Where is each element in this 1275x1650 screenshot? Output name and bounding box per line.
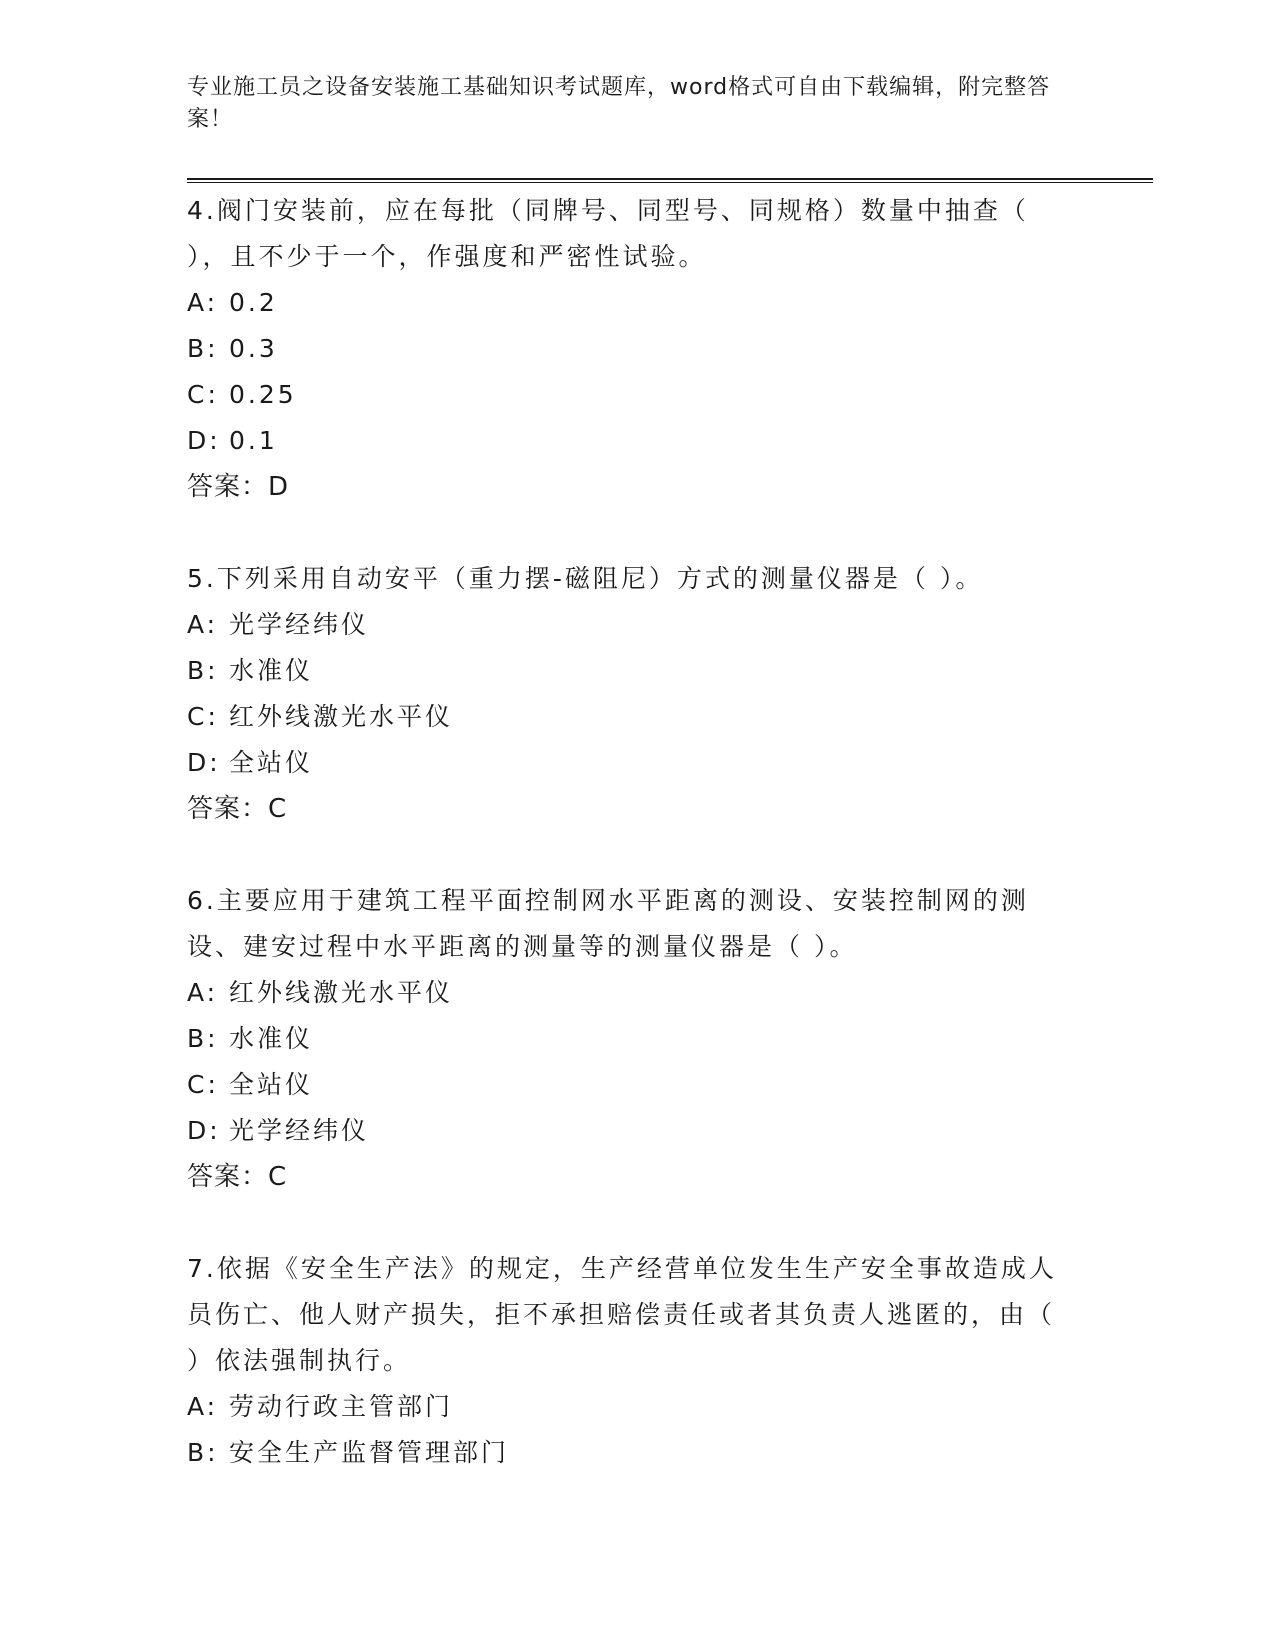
option-text: 光学经纬仪 [229,610,370,639]
option-letter: C: [187,380,219,409]
option-a [187,280,1067,326]
option-text: 红外线激光水平仪 [229,702,454,731]
option-text: 全站仪 [229,1070,314,1099]
option-letter: D: [187,1116,221,1145]
question-7 [187,1246,1067,1476]
question-text: 6.主要应用于建筑工程平面控制网水平距离的测设、安装控制网的测设、建安过程中水平距离的测量等的测量仪器是（ ）。 [187,886,1029,961]
question-list [187,188,1067,1522]
option-letter: A: [187,1392,219,1421]
option-a [187,602,1067,648]
option-text: 光学经纬仪 [229,1116,370,1145]
option-text: 红外线激光水平仪 [229,978,454,1007]
question-text: 4.阀门安装前，应在每批（同牌号、同型号、同规格）数量中抽查（ ），且不少于一个，作强度和严密性试验。 [187,196,1029,271]
option-b [187,648,1067,694]
option-text: 0.1 [229,426,278,455]
question-4 [187,188,1067,510]
option-letter: A: [187,610,219,639]
option-letter: C: [187,702,219,731]
question-text: 5.下列采用自动安平（重力摆-磁阻尼）方式的测量仪器是（ ）。 [187,564,984,593]
option-d [187,1108,1067,1154]
option-d [187,740,1067,786]
option-letter: B: [187,656,219,685]
document-header: 专业施工员之设备安装施工基础知识考试题库，word格式可自由下载编辑，附完整答案！ [187,75,1051,132]
option-letter: D: [187,426,221,455]
option-text: 0.3 [229,334,278,363]
option-letter: A: [187,288,219,317]
option-c [187,694,1067,740]
option-text: 全站仪 [229,748,314,777]
option-d [187,418,1067,464]
answer: 答案：D [187,472,290,502]
answer: 答案：C [187,1162,288,1192]
option-letter: B: [187,334,219,363]
option-text: 0.2 [229,288,278,317]
option-letter: B: [187,1438,219,1467]
question-5 [187,556,1067,832]
option-b [187,1016,1067,1062]
option-text: 水准仪 [229,656,314,685]
option-b [187,326,1067,372]
option-a [187,970,1067,1016]
option-text: 劳动行政主管部门 [229,1392,454,1421]
option-letter: A: [187,978,219,1007]
option-a [187,1384,1067,1430]
option-letter: B: [187,1024,219,1053]
option-letter: D: [187,748,221,777]
option-letter: C: [187,1070,219,1099]
option-c [187,372,1067,418]
option-b [187,1430,1067,1476]
answer: 答案：C [187,794,288,824]
question-text: 7.依据《安全生产法》的规定，生产经营单位发生生产安全事故造成人员伤亡、他人财产损失，拒不承担赔偿责任或者其负责人逃匿的，由（ ）依法强制执行。 [187,1254,1057,1375]
question-6 [187,878,1067,1200]
option-text: 0.25 [229,380,297,409]
option-c [187,1062,1067,1108]
option-text: 安全生产监督管理部门 [229,1438,510,1467]
option-text: 水准仪 [229,1024,314,1053]
header-divider [187,178,1153,183]
